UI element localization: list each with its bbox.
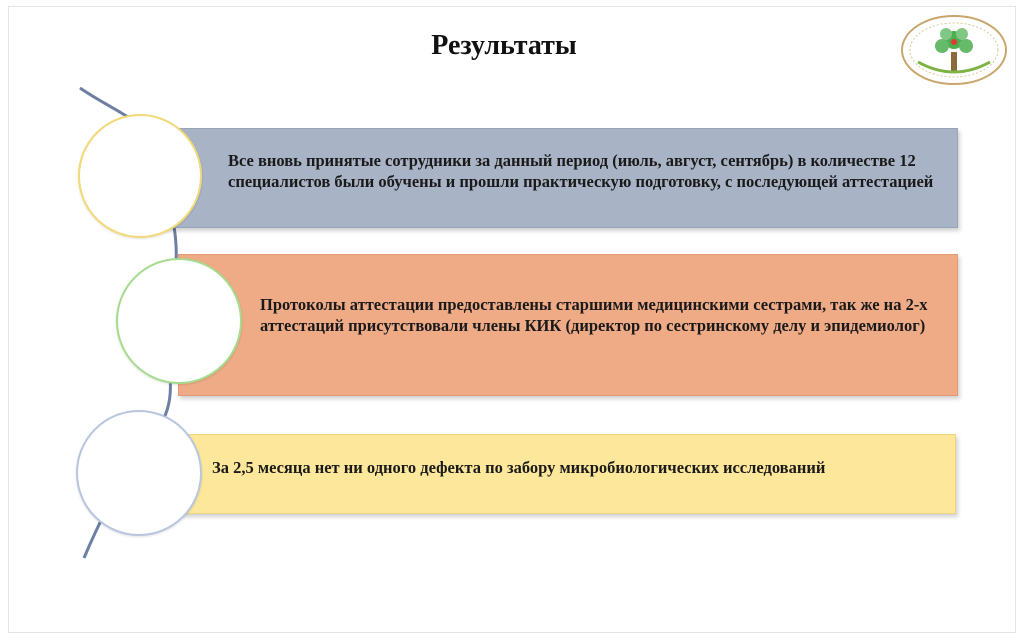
slide-title: Результаты (431, 30, 577, 61)
circle-marker-3 (76, 410, 202, 536)
result-text-1: Все вновь принятые сотрудники за данный период (июль, август, сентябрь) в количестве 12 специалистов были обучены и прошли практическую подготовку, с последующей аттестацией (228, 151, 934, 191)
result-text-2: Протоколы аттестации предоставлены старшими медицинскими сестрами, так же на 2-х аттестаций присутствовали члены КИК (директор по сестринскому делу и эпидемиолог) (260, 295, 928, 335)
result-text-3: За 2,5 месяца нет ни одного дефекта по забору микробиологических исследований (212, 458, 826, 477)
circle-marker-1 (78, 114, 202, 238)
circle-marker-2 (116, 258, 242, 384)
